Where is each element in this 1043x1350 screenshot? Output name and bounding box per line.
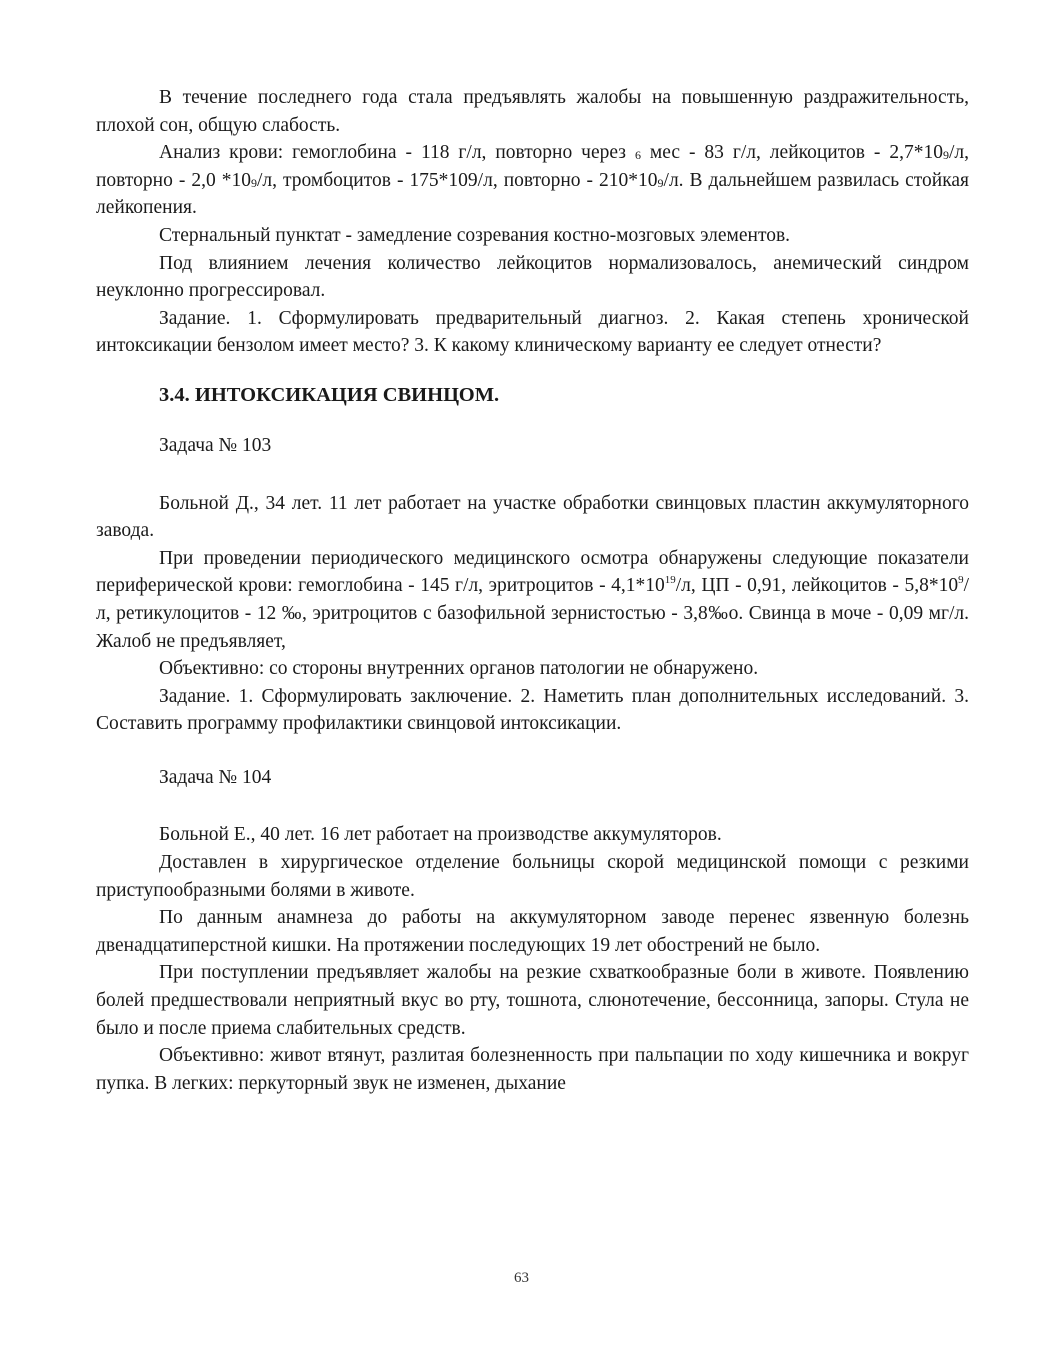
paragraph-blood-indices [96,545,969,655]
paragraph: Больной Д., 34 лет. 11 лет работает на участке обработки свинцовых пластин аккумуляторного завода. [96,492,969,542]
document-page [96,84,969,1097]
paragraph: В течение последнего года стала предъявлять жалобы на повышенную раздражительность, плохой сон, общую слабость. [96,87,969,136]
paragraph: Объективно: живот втянут, разлитая болезненность при пальпации по ходу кишечника и вокруг пупка. В легких: перкуторный звук не изменен, дыхание [96,1045,969,1094]
exponent: 9 [942,148,949,163]
paragraph: Объективно: со стороны внутренних органов патологии не обнаружено. [159,658,759,680]
paragraph: Стернальный пунктат - замедление созревания костно-мозговых элементов. [159,224,791,246]
task-title-103: Задача № 103 [159,434,272,456]
paragraph-task-assignment: Задание. 1. Сформулировать заключение. 2. Наметить план дополнительных исследований. 3. Составить программу профилактики свинцовой интоксикации. [96,685,969,735]
text-run: Анализ крови: гемоглобина - 118 г/л, повторно через [159,142,635,164]
exponent: 9 [250,175,257,190]
text-run: /л, ретикулоцитов - 12 ‰, эритроцитов с базофильной зернистостью - 3,8‰о. Свинца в моче - 0,09 мг/л. Жалоб не предъявляет, [96,575,969,652]
text-run-small: 6 [634,148,641,163]
paragraph-blood-analysis [96,139,969,222]
text-run: /л, ЦП - 0,91, лейкоцитов - 5,8*10 [675,575,959,597]
text-run: При проведении периодического медицинского осмотра обнаружены следующие показатели периферической крови: гемоглобина - 145 г/л, эритроцитов - 4,1*10 [96,547,969,597]
text-run: /л, повторно - 2,0 *10 [96,142,969,191]
text-run: /л. В дальнейшем развилась стойкая лейкопения. [96,169,970,219]
paragraph-task-assignment: Задание. 1. Сформулировать предварительный диагноз. 2. Какая степень хронической интоксикации бензолом имеет место? 3. К какому клиническому варианту ее следует отнести? [96,307,969,357]
text-run: /л, тромбоцитов - 175*109/л, повторно - 210*10 [256,169,658,191]
paragraph: При поступлении предъявляет жалобы на резкие схваткообразные боли в животе. Появлению болей предшествовали неприятный вкус во рту, тошнота, слюнотечение, бессонница, запоры. Стула не было и после приема слабительных средств. [96,962,969,1039]
task-title-104: Задача № 104 [159,766,272,788]
paragraph: Больной Е., 40 лет. 16 лет работает на производстве аккумуляторов. [159,824,722,846]
paragraph: Под влиянием лечения количество лейкоцитов нормализовалось, анемический синдром неуклонно прогрессировал. [96,252,969,302]
exponent: 9 [657,175,664,190]
page-number: 63 [514,1270,529,1286]
exponent: 19 [664,574,676,587]
section-heading: 3.4. ИНТОКСИКАЦИЯ СВИНЦОМ. [159,383,500,406]
paragraph: По данным анамнеза до работы на аккумуляторном заводе перенес язвенную болезнь двенадцатиперстной кишки. На протяжении последующих 19 лет обострений не было. [96,907,969,956]
paragraph: Доставлен в хирургическое отделение больницы скорой медицинской помощи с резкими приступообразными болями в животе. [96,852,969,901]
exponent: 9 [958,574,964,587]
text-run: мес - 83 г/л, лейкоцитов - 2,7*10 [640,142,943,164]
